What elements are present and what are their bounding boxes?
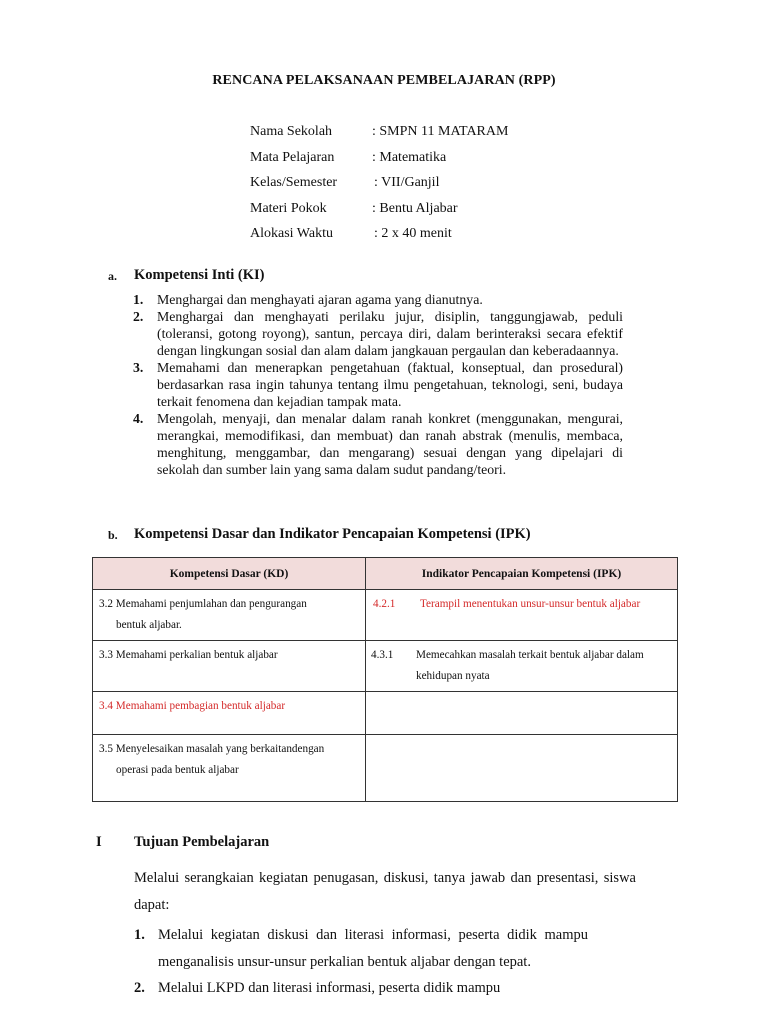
list-item (133, 308, 623, 359)
table-header-cell: Indikator Pencapaian Kompetensi (IPK) (366, 558, 678, 590)
list-number: 3. (133, 360, 144, 375)
ki-list (133, 291, 623, 478)
table-row (93, 735, 678, 802)
list-item (134, 975, 588, 1002)
ipk-number: 4.3.1 (371, 649, 394, 661)
ipk-cell (366, 692, 678, 735)
identity-value: : Matematika (372, 149, 447, 165)
section-i-intro: Melalui serangkaian kegiatan penugasan, diskusi, tanya jawab dan presentasi, siswa dapat: (134, 870, 636, 913)
section-a-title: Kompetensi Inti (KI) (134, 267, 265, 283)
list-item (134, 922, 588, 975)
ipk-text: Terampil menentukan unsur-unsur bentuk aljabar (420, 598, 641, 610)
table-row (93, 590, 678, 641)
kd-cell (93, 641, 366, 692)
identity-label: Alokasi Waktu (250, 226, 333, 241)
identity-value: : SMPN 11 MATARAM (372, 124, 509, 139)
list-text: Menghargai dan menghayati ajaran agama yang dianutnya. (157, 292, 483, 307)
kd-cell (93, 692, 366, 735)
list-number: 2. (134, 980, 145, 996)
document-title: RENCANA PELAKSANAAN PEMBELAJARAN (RPP) (212, 73, 556, 88)
ipk-number: 4.2.1 (373, 598, 396, 610)
ipk-cell (366, 735, 678, 802)
kd-text-line1: 3.5 Menyelesaikan masalah yang berkaitandengan (99, 743, 325, 755)
kd-text-line1: 3.3 Memahami perkalian bentuk aljabar (99, 649, 278, 661)
ipk-cell (366, 641, 678, 692)
kd-ipk-table (92, 557, 678, 802)
list-text: Memahami dan menerapkan pengetahuan (faktual, konseptual, dan prosedural) berdasarkan rasa ingin tahunya tentang ilmu pengetahuan, teknologi, seni, budaya terkait fenomena dan kejadian tampak mata. (157, 360, 623, 409)
identity-label: Kelas/Semester (250, 175, 338, 190)
section-i-title: Tujuan Pembelajaran (134, 834, 270, 850)
list-text: Melalui kegiatan diskusi dan literasi informasi, peserta didik mampu menganalisis unsur-unsur perkalian bentuk aljabar dengan tepat. (158, 927, 588, 970)
table-header-row (93, 558, 678, 590)
table-row (93, 692, 678, 735)
list-text: Melalui LKPD dan literasi informasi, peserta didik mampu (158, 980, 501, 996)
section-i-marker: I (96, 834, 102, 850)
identity-value: : 2 x 40 menit (374, 226, 452, 241)
table-row (93, 641, 678, 692)
list-number: 1. (134, 927, 145, 943)
identity-value: : VII/Ganjil (374, 175, 440, 190)
section-b-marker: b. (108, 528, 118, 542)
list-text: Mengolah, menyaji, dan menalar dalam ranah konkret (menggunakan, mengurai, merangkai, memodifikasi, dan membuat) dan ranah abstrak (menulis, membaca, menghitung, menggambar, dan mengarang) sesuai dengan yang dipelajari di sekolah dan sumber lain yang sama dalam sudut pandang/teori. (157, 411, 623, 477)
list-item (133, 410, 623, 478)
kd-cell (93, 590, 366, 641)
tujuan-list (134, 922, 588, 1002)
ipk-text: Memecahkan masalah terkait bentuk aljabar dalam kehidupan nyata (416, 649, 644, 682)
identity-value: : Bentu Aljabar (372, 200, 458, 216)
section-b-title: Kompetensi Dasar dan Indikator Pencapaian Kompetensi (IPK) (134, 526, 531, 542)
kd-text-line2: operasi pada bentuk aljabar (116, 764, 239, 776)
ipk-cell (366, 590, 678, 641)
list-number: 2. (133, 309, 144, 324)
kd-text-line2: bentuk aljabar. (116, 619, 182, 631)
table-header-cell: Kompetensi Dasar (KD) (93, 558, 366, 590)
identity-label: Nama Sekolah (250, 124, 333, 139)
identity-label: Mata Pelajaran (250, 149, 335, 165)
list-text: Menghargai dan menghayati perilaku jujur, disiplin, tanggungjawab, peduli (toleransi, gotong royong), santun, percaya diri, dalam berinteraksi secara efektif dengan lingkungan sosial dan alam dalam jangkauan pergaulan dan keberadaannya. (157, 309, 623, 358)
kd-text-line1: 3.2 Memahami penjumlahan dan pengurangan (99, 598, 307, 610)
kd-cell (93, 735, 366, 802)
kd-text-line1: 3.4 Memahami pembagian bentuk aljabar (99, 700, 286, 712)
section-a-marker: a. (108, 269, 117, 283)
list-item (133, 291, 623, 308)
list-number: 4. (133, 411, 144, 426)
list-item (133, 359, 623, 410)
identity-label: Materi Pokok (250, 200, 327, 216)
list-number: 1. (133, 292, 144, 307)
